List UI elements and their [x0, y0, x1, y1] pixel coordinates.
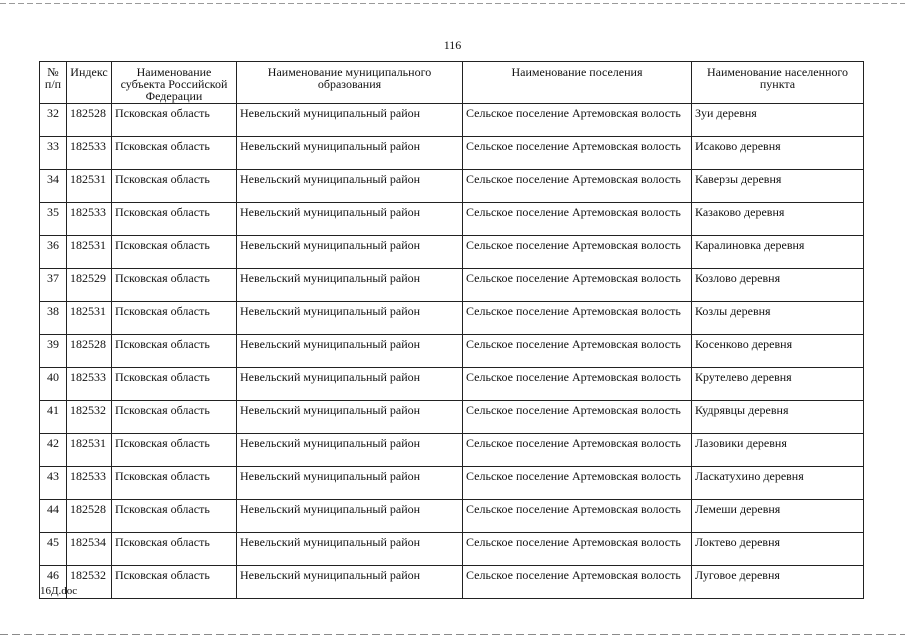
cell-municipality: Невельский муниципальный район [237, 401, 463, 434]
cell-index: 182534 [67, 533, 112, 566]
cell-number: 45 [40, 533, 67, 566]
cell-index: 182531 [67, 434, 112, 467]
cell-index: 182533 [67, 137, 112, 170]
cell-locality: Луговое деревня [692, 566, 864, 599]
table-row [40, 467, 864, 500]
header-settlement: Наименование поселения [463, 62, 692, 104]
cell-municipality: Невельский муниципальный район [237, 566, 463, 599]
cell-settlement: Сельское поселение Артемовская волость [463, 566, 692, 599]
cell-index: 182531 [67, 236, 112, 269]
cell-index: 182531 [67, 302, 112, 335]
table-row [40, 434, 864, 467]
cell-subject: Псковская область [112, 269, 237, 302]
cell-index: 182531 [67, 170, 112, 203]
cell-number: 39 [40, 335, 67, 368]
cell-settlement: Сельское поселение Артемовская волость [463, 104, 692, 137]
table-row [40, 137, 864, 170]
cell-number: 34 [40, 170, 67, 203]
cell-subject: Псковская область [112, 335, 237, 368]
cell-locality: Ласкатухино деревня [692, 467, 864, 500]
cell-settlement: Сельское поселение Артемовская волость [463, 401, 692, 434]
table-row [40, 335, 864, 368]
cell-locality: Каралиновка деревня [692, 236, 864, 269]
cell-index: 182529 [67, 269, 112, 302]
scan-edge-top [0, 3, 905, 4]
cell-number: 43 [40, 467, 67, 500]
page-number: 116 [443, 38, 462, 52]
cell-municipality: Невельский муниципальный район [237, 302, 463, 335]
cell-number: 38 [40, 302, 67, 335]
cell-number: 44 [40, 500, 67, 533]
cell-number: 40 [40, 368, 67, 401]
cell-subject: Псковская область [112, 137, 237, 170]
cell-settlement: Сельское поселение Артемовская волость [463, 269, 692, 302]
cell-locality: Косенково деревня [692, 335, 864, 368]
cell-index: 182532 [67, 566, 112, 599]
cell-number: 42 [40, 434, 67, 467]
cell-locality: Локтево деревня [692, 533, 864, 566]
cell-municipality: Невельский муниципальный район [237, 368, 463, 401]
cell-subject: Псковская область [112, 467, 237, 500]
header-number: № п/п [40, 62, 67, 104]
cell-locality: Исаково деревня [692, 137, 864, 170]
cell-subject: Псковская область [112, 104, 237, 137]
cell-subject: Псковская область [112, 434, 237, 467]
cell-number: 41 [40, 401, 67, 434]
cell-locality: Казаково деревня [692, 203, 864, 236]
cell-index: 182533 [67, 368, 112, 401]
cell-municipality: Невельский муниципальный район [237, 170, 463, 203]
cell-municipality: Невельский муниципальный район [237, 335, 463, 368]
table-row [40, 269, 864, 302]
cell-index: 182528 [67, 500, 112, 533]
header-subject: Наименование субъекта Российской Федерации [112, 62, 237, 104]
table-row [40, 566, 864, 599]
table-row [40, 401, 864, 434]
cell-number: 36 [40, 236, 67, 269]
cell-municipality: Невельский муниципальный район [237, 434, 463, 467]
header-locality: Наименование населенного пункта [692, 62, 864, 104]
cell-subject: Псковская область [112, 302, 237, 335]
cell-locality: Каверзы деревня [692, 170, 864, 203]
cell-number: 35 [40, 203, 67, 236]
cell-municipality: Невельский муниципальный район [237, 137, 463, 170]
cell-settlement: Сельское поселение Артемовская волость [463, 335, 692, 368]
cell-settlement: Сельское поселение Артемовская волость [463, 500, 692, 533]
cell-number: 32 [40, 104, 67, 137]
cell-number: 37 [40, 269, 67, 302]
table-row [40, 170, 864, 203]
cell-subject: Псковская область [112, 533, 237, 566]
cell-locality: Козлы деревня [692, 302, 864, 335]
table-row [40, 302, 864, 335]
cell-number: 33 [40, 137, 67, 170]
table-row [40, 236, 864, 269]
cell-subject: Псковская область [112, 500, 237, 533]
cell-municipality: Невельский муниципальный район [237, 533, 463, 566]
table-row [40, 104, 864, 137]
table-header-row [40, 62, 864, 104]
cell-municipality: Невельский муниципальный район [237, 104, 463, 137]
cell-subject: Псковская область [112, 236, 237, 269]
table-body [40, 104, 864, 599]
cell-settlement: Сельское поселение Артемовская волость [463, 533, 692, 566]
header-index: Индекс [67, 62, 112, 104]
settlements-table [39, 61, 864, 599]
cell-index: 182533 [67, 203, 112, 236]
cell-index: 182532 [67, 401, 112, 434]
cell-locality: Козлово деревня [692, 269, 864, 302]
cell-subject: Псковская область [112, 401, 237, 434]
footer-filename: 16Д.doc [40, 585, 78, 597]
header-municipality: Наименование муниципального образования [237, 62, 463, 104]
cell-subject: Псковская область [112, 203, 237, 236]
table-row [40, 368, 864, 401]
cell-locality: Кудрявцы деревня [692, 401, 864, 434]
cell-index: 182533 [67, 467, 112, 500]
cell-locality: Лазовики деревня [692, 434, 864, 467]
cell-settlement: Сельское поселение Артемовская волость [463, 170, 692, 203]
cell-subject: Псковская область [112, 170, 237, 203]
table-row [40, 500, 864, 533]
cell-subject: Псковская область [112, 368, 237, 401]
cell-subject: Псковская область [112, 566, 237, 599]
cell-municipality: Невельский муниципальный район [237, 467, 463, 500]
cell-index: 182528 [67, 335, 112, 368]
table-row [40, 203, 864, 236]
cell-settlement: Сельское поселение Артемовская волость [463, 368, 692, 401]
cell-settlement: Сельское поселение Артемовская волость [463, 467, 692, 500]
cell-settlement: Сельское поселение Артемовская волость [463, 137, 692, 170]
cell-settlement: Сельское поселение Артемовская волость [463, 203, 692, 236]
cell-municipality: Невельский муниципальный район [237, 236, 463, 269]
table-row [40, 533, 864, 566]
cell-index: 182528 [67, 104, 112, 137]
cell-locality: Зуи деревня [692, 104, 864, 137]
cell-number: 46 [40, 566, 67, 599]
cell-settlement: Сельское поселение Артемовская волость [463, 236, 692, 269]
scan-edge-bottom [0, 634, 905, 635]
cell-settlement: Сельское поселение Артемовская волость [463, 302, 692, 335]
cell-locality: Крутелево деревня [692, 368, 864, 401]
cell-municipality: Невельский муниципальный район [237, 269, 463, 302]
cell-locality: Лемеши деревня [692, 500, 864, 533]
cell-settlement: Сельское поселение Артемовская волость [463, 434, 692, 467]
cell-municipality: Невельский муниципальный район [237, 203, 463, 236]
cell-municipality: Невельский муниципальный район [237, 500, 463, 533]
